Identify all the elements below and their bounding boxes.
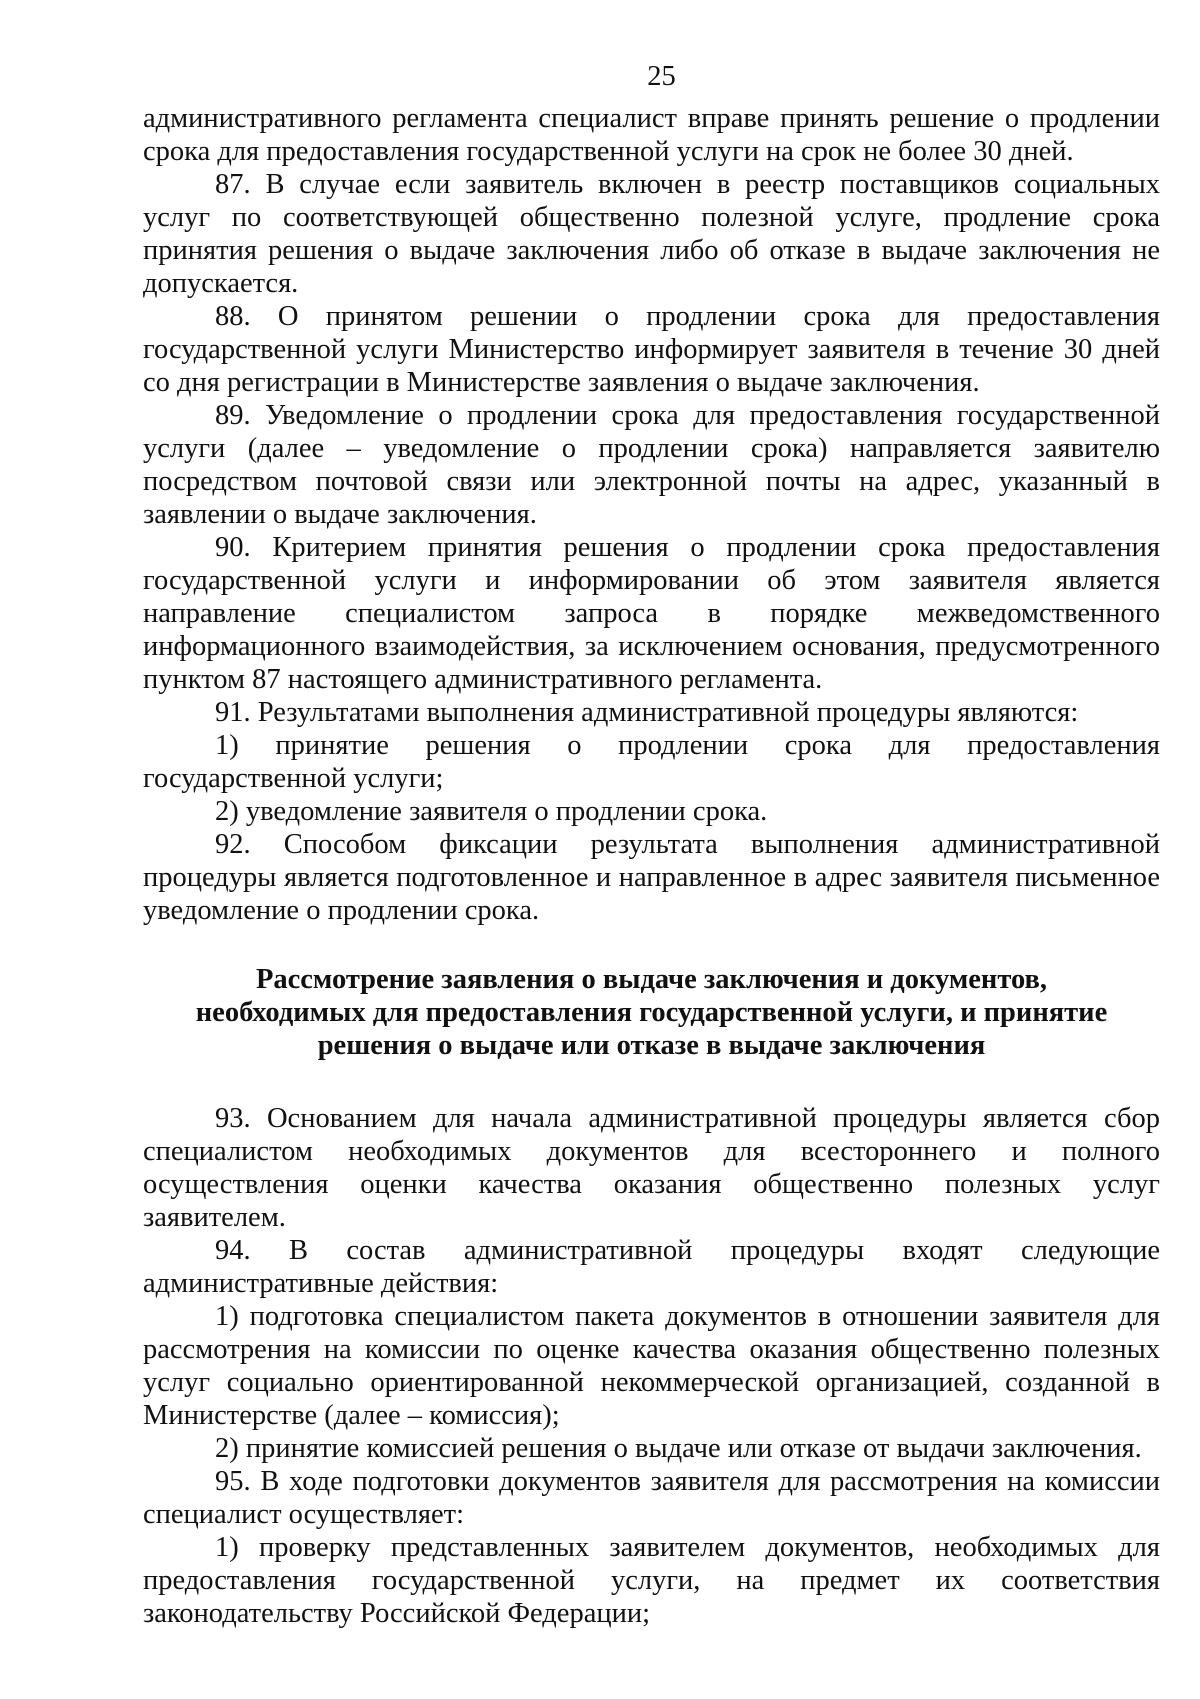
paragraphs-after-section <box>143 1102 1160 1630</box>
paragraph-90: 90. Критерием принятия решения о продлении срока предоставления государственной услуги и информировании об этом заявителя является направление специалистом запроса в порядке межведомственного информационного взаимодействия, за исключением основания, предусмотренного пунктом 87 настоящего административного регламента. <box>143 532 1160 695</box>
paragraph-89: 89. Уведомление о продлении срока для предоставления государственной услуги (далее – уведомление о продлении срока) направляется заявителю посредством почтовой связи или электронной почты на адрес, указанный в заявлении о выдаче заключения. <box>143 400 1160 530</box>
section-title-line: Рассмотрение заявления о выдаче заключения и документов, <box>255 964 1048 995</box>
paragraph-95: 95. В ходе подготовки документов заявителя для рассмотрения на комиссии специалист осуществляет: <box>143 1466 1160 1530</box>
paragraph-91-item-1: 1) принятие решения о продлении срока для предоставления государственной услуги; <box>143 730 1160 794</box>
paragraph-87: 87. В случае если заявитель включен в реестр поставщиков социальных услуг по соответствующей общественно полезной услуге, продление срока принятия решения о выдаче заключения либо об отказе в выдаче заключения не допускается. <box>143 169 1160 299</box>
paragraph-94: 94. В состав административной процедуры входят следующие административные действия: <box>143 1235 1160 1299</box>
section-title-line: необходимых для предоставления государственной услуги, и принятие <box>195 997 1108 1028</box>
paragraph: административного регламента специалист вправе принять решение о продлении срока для предоставления государственной услуги на срок не более 30 дней. <box>143 103 1160 167</box>
section-title-line: решения о выдаче или отказе в выдаче заключения <box>317 1030 986 1061</box>
section-title <box>143 963 1160 1062</box>
page-number: 25 <box>647 61 676 92</box>
paragraphs-before-section <box>143 102 1160 927</box>
paragraph-95-item-1: 1) проверку представленных заявителем документов, необходимых для предоставления государственной услуги, на предмет их соответствия законодательству Российской Федерации; <box>143 1532 1160 1629</box>
paragraph-93: 93. Основанием для начала административной процедуры является сбор специалистом необходимых документов для всестороннего и полного осуществления оценки качества оказания общественно полезных услуг заявителем. <box>143 1103 1160 1233</box>
paragraph-88: 88. О принятом решении о продлении срока для предоставления государственной услуги Министерство информирует заявителя в течение 30 дней со дня регистрации в Министерстве заявления о выдаче заключения. <box>143 301 1160 398</box>
paragraph-94-item-1: 1) подготовка специалистом пакета документов в отношении заявителя для рассмотрения на комиссии по оценке качества оказания общественно полезных услуг социально ориентированной некоммерческой организацией, созданной в Министерстве (далее – комиссия); <box>143 1301 1160 1431</box>
paragraph-91: 91. Результатами выполнения административной процедуры являются: <box>215 697 1079 728</box>
paragraph-94-item-2: 2) принятие комиссией решения о выдаче или отказе от выдачи заключения. <box>215 1433 1142 1464</box>
paragraph-92: 92. Способом фиксации результата выполнения административной процедуры является подготовленное и направленное в адрес заявителя письменное уведомление о продлении срока. <box>143 829 1160 926</box>
document-page <box>143 62 1160 1630</box>
paragraph-91-item-2: 2) уведомление заявителя о продлении срока. <box>215 796 768 827</box>
